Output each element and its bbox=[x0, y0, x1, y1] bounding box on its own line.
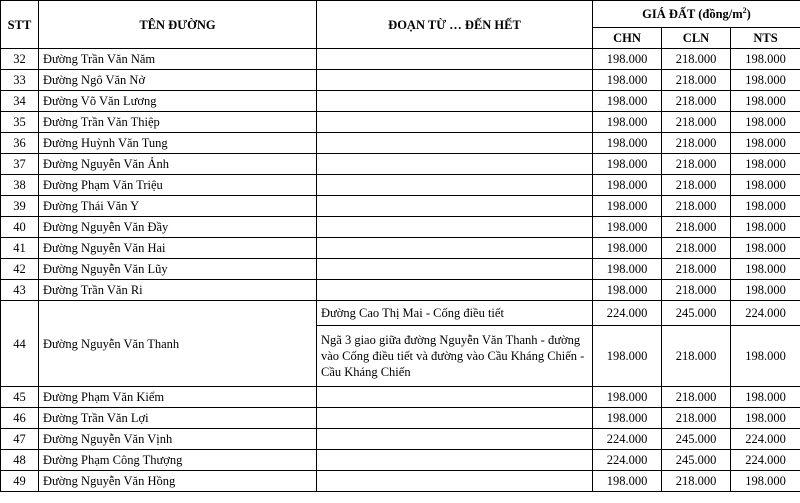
cell-cln: 218.000 bbox=[662, 196, 731, 217]
table-row bbox=[1, 259, 800, 280]
cell-nts: 198.000 bbox=[731, 387, 800, 408]
cell-cln: 218.000 bbox=[662, 259, 731, 280]
cell-name: Đường Nguyễn Văn Thanh bbox=[39, 301, 317, 387]
cell-segment bbox=[317, 91, 593, 112]
cell-cln: 218.000 bbox=[662, 280, 731, 301]
cell-stt: 33 bbox=[1, 70, 39, 91]
header-row bbox=[1, 1, 800, 28]
cell-segment bbox=[317, 387, 593, 408]
cell-stt: 42 bbox=[1, 259, 39, 280]
cell-stt: 40 bbox=[1, 217, 39, 238]
cell-name: Đường Ngô Văn Nở bbox=[39, 70, 317, 91]
cell-name: Đường Phạm Văn Triệu bbox=[39, 175, 317, 196]
cell-name: Đường Phạm Công Thượng bbox=[39, 450, 317, 471]
cell-segment: Ngã 3 giao giữa đường Nguyễn Văn Thanh - đường vào Cống điều tiết và đường vào Cầu Kháng Chiến - Cầu Kháng Chiến bbox=[317, 326, 593, 387]
cell-chn: 198.000 bbox=[593, 217, 662, 238]
cell-name: Đường Trần Văn Năm bbox=[39, 49, 317, 70]
cell-name: Đường Võ Văn Lương bbox=[39, 91, 317, 112]
table-row bbox=[1, 196, 800, 217]
cell-segment bbox=[317, 471, 593, 492]
table-row bbox=[1, 450, 800, 471]
table-row bbox=[1, 280, 800, 301]
table-row bbox=[1, 133, 800, 154]
table-row bbox=[1, 49, 800, 70]
cell-segment bbox=[317, 429, 593, 450]
cell-name: Đường Huỳnh Văn Tung bbox=[39, 133, 317, 154]
cell-stt: 38 bbox=[1, 175, 39, 196]
cell-nts: 198.000 bbox=[731, 217, 800, 238]
cell-chn: 198.000 bbox=[593, 387, 662, 408]
table-row bbox=[1, 471, 800, 492]
col-header-gia-dat bbox=[593, 1, 800, 28]
cell-segment bbox=[317, 154, 593, 175]
cell-stt: 43 bbox=[1, 280, 39, 301]
cell-chn: 198.000 bbox=[593, 91, 662, 112]
cell-chn: 198.000 bbox=[593, 408, 662, 429]
cell-chn: 198.000 bbox=[593, 326, 662, 387]
cell-stt: 39 bbox=[1, 196, 39, 217]
cell-name: Đường Nguyễn Văn Vịnh bbox=[39, 429, 317, 450]
cell-cln: 218.000 bbox=[662, 217, 731, 238]
cell-chn: 224.000 bbox=[593, 301, 662, 326]
cell-nts: 198.000 bbox=[731, 326, 800, 387]
cell-cln: 218.000 bbox=[662, 238, 731, 259]
cell-nts: 198.000 bbox=[731, 112, 800, 133]
cell-stt: 34 bbox=[1, 91, 39, 112]
cell-cln: 218.000 bbox=[662, 326, 731, 387]
cell-nts: 198.000 bbox=[731, 133, 800, 154]
cell-chn: 198.000 bbox=[593, 196, 662, 217]
cell-stt: 32 bbox=[1, 49, 39, 70]
cell-chn: 224.000 bbox=[593, 450, 662, 471]
cell-cln: 218.000 bbox=[662, 408, 731, 429]
table-row bbox=[1, 429, 800, 450]
cell-cln: 218.000 bbox=[662, 387, 731, 408]
gia-dat-label: GIÁ ĐẤT (đồng/m bbox=[642, 7, 743, 21]
gia-dat-suffix: ) bbox=[746, 7, 751, 21]
cell-name: Đường Thái Văn Y bbox=[39, 196, 317, 217]
cell-nts: 198.000 bbox=[731, 238, 800, 259]
cell-cln: 218.000 bbox=[662, 49, 731, 70]
table-row bbox=[1, 301, 800, 326]
cell-segment: Đường Cao Thị Mai - Cống điều tiết bbox=[317, 301, 593, 326]
cell-cln: 218.000 bbox=[662, 112, 731, 133]
cell-nts: 198.000 bbox=[731, 408, 800, 429]
col-header-nts: NTS bbox=[731, 28, 800, 49]
table-row bbox=[1, 112, 800, 133]
cell-segment bbox=[317, 450, 593, 471]
cell-nts: 198.000 bbox=[731, 471, 800, 492]
cell-segment bbox=[317, 196, 593, 217]
cell-segment bbox=[317, 133, 593, 154]
cell-cln: 218.000 bbox=[662, 471, 731, 492]
cell-cln: 218.000 bbox=[662, 70, 731, 91]
cell-cln: 218.000 bbox=[662, 133, 731, 154]
cell-nts: 224.000 bbox=[731, 450, 800, 471]
col-header-stt: STT bbox=[1, 1, 39, 49]
cell-cln: 245.000 bbox=[662, 301, 731, 326]
cell-stt: 36 bbox=[1, 133, 39, 154]
cell-stt: 41 bbox=[1, 238, 39, 259]
cell-segment bbox=[317, 408, 593, 429]
cell-chn: 198.000 bbox=[593, 259, 662, 280]
cell-nts: 224.000 bbox=[731, 301, 800, 326]
cell-nts: 198.000 bbox=[731, 175, 800, 196]
cell-chn: 198.000 bbox=[593, 133, 662, 154]
table-row bbox=[1, 238, 800, 259]
cell-name: Đường Nguyễn Văn Ảnh bbox=[39, 154, 317, 175]
table-row bbox=[1, 175, 800, 196]
cell-segment bbox=[317, 238, 593, 259]
table-row bbox=[1, 154, 800, 175]
cell-chn: 198.000 bbox=[593, 175, 662, 196]
cell-segment bbox=[317, 70, 593, 91]
cell-name: Đường Nguyễn Văn Lũy bbox=[39, 259, 317, 280]
cell-chn: 198.000 bbox=[593, 112, 662, 133]
cell-stt: 35 bbox=[1, 112, 39, 133]
cell-nts: 198.000 bbox=[731, 259, 800, 280]
cell-chn: 198.000 bbox=[593, 154, 662, 175]
cell-chn: 198.000 bbox=[593, 70, 662, 91]
cell-stt: 37 bbox=[1, 154, 39, 175]
cell-nts: 198.000 bbox=[731, 91, 800, 112]
cell-name: Đường Nguyễn Văn Đầy bbox=[39, 217, 317, 238]
cell-chn: 198.000 bbox=[593, 238, 662, 259]
col-header-chn: CHN bbox=[593, 28, 662, 49]
table-row bbox=[1, 91, 800, 112]
cell-cln: 218.000 bbox=[662, 154, 731, 175]
cell-cln: 218.000 bbox=[662, 91, 731, 112]
cell-nts: 198.000 bbox=[731, 49, 800, 70]
col-header-ten-duong: TÊN ĐƯỜNG bbox=[39, 1, 317, 49]
cell-nts: 198.000 bbox=[731, 154, 800, 175]
cell-stt: 47 bbox=[1, 429, 39, 450]
col-header-cln: CLN bbox=[662, 28, 731, 49]
cell-chn: 198.000 bbox=[593, 280, 662, 301]
cell-cln: 245.000 bbox=[662, 450, 731, 471]
cell-nts: 198.000 bbox=[731, 70, 800, 91]
cell-name: Đường Nguyễn Văn Hai bbox=[39, 238, 317, 259]
table-row bbox=[1, 70, 800, 91]
cell-name: Đường Nguyễn Văn Hồng bbox=[39, 471, 317, 492]
cell-segment bbox=[317, 112, 593, 133]
cell-stt: 44 bbox=[1, 301, 39, 387]
table-row bbox=[1, 387, 800, 408]
col-header-doan-tu: ĐOẠN TỪ … ĐẾN HẾT bbox=[317, 1, 593, 49]
cell-name: Đường Trần Văn Thiệp bbox=[39, 112, 317, 133]
cell-segment bbox=[317, 259, 593, 280]
cell-name: Đường Trần Văn Ri bbox=[39, 280, 317, 301]
cell-segment bbox=[317, 280, 593, 301]
gia-dat-sup: 2 bbox=[742, 5, 747, 15]
cell-nts: 198.000 bbox=[731, 196, 800, 217]
table-row bbox=[1, 217, 800, 238]
cell-stt: 48 bbox=[1, 450, 39, 471]
cell-name: Đường Trần Văn Lợi bbox=[39, 408, 317, 429]
cell-segment bbox=[317, 49, 593, 70]
table-body bbox=[1, 49, 800, 492]
cell-stt: 49 bbox=[1, 471, 39, 492]
cell-segment bbox=[317, 175, 593, 196]
table-row bbox=[1, 408, 800, 429]
cell-stt: 46 bbox=[1, 408, 39, 429]
cell-cln: 218.000 bbox=[662, 175, 731, 196]
cell-chn: 224.000 bbox=[593, 429, 662, 450]
cell-name: Đường Phạm Văn Kiểm bbox=[39, 387, 317, 408]
cell-segment bbox=[317, 217, 593, 238]
cell-stt: 45 bbox=[1, 387, 39, 408]
cell-nts: 198.000 bbox=[731, 280, 800, 301]
cell-nts: 224.000 bbox=[731, 429, 800, 450]
cell-chn: 198.000 bbox=[593, 471, 662, 492]
cell-chn: 198.000 bbox=[593, 49, 662, 70]
cell-cln: 245.000 bbox=[662, 429, 731, 450]
